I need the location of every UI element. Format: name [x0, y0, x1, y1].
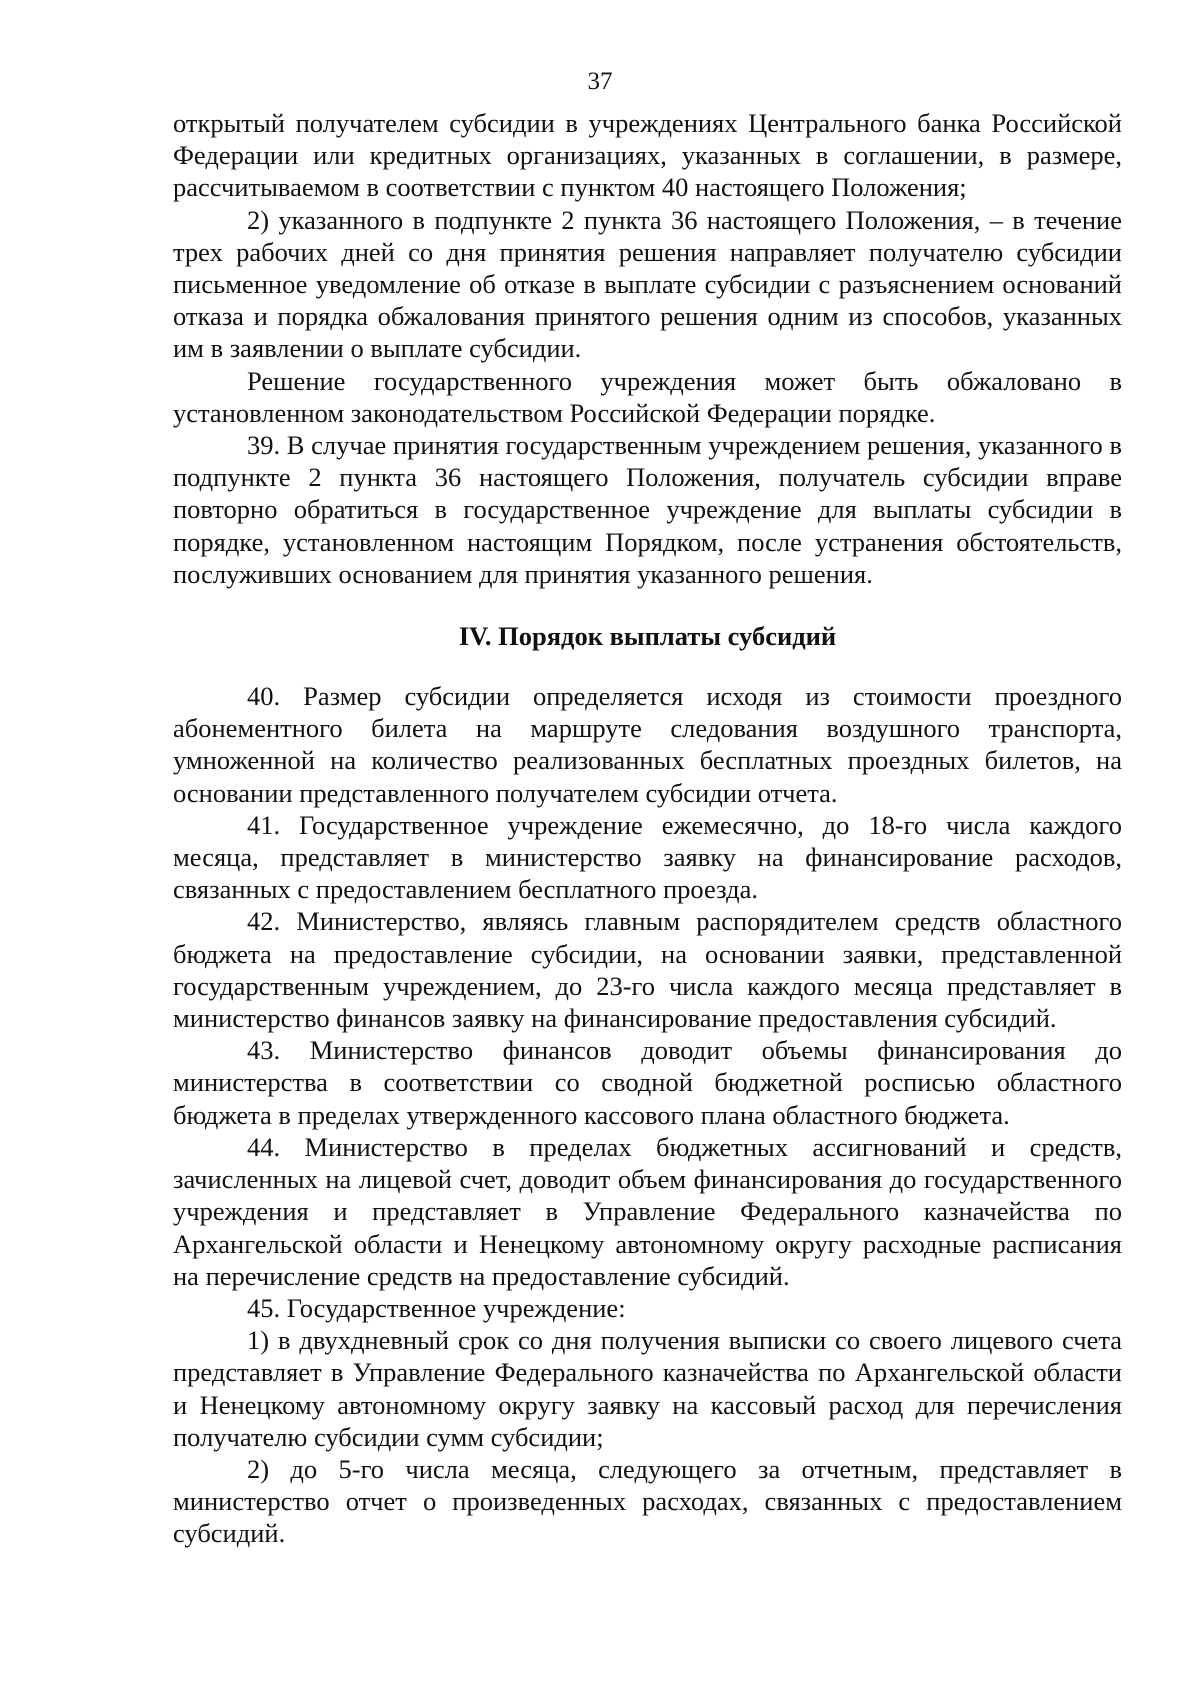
paragraph: Решение государственного учреждения может быть обжаловано в установленном законодательством Российской Федерации порядке. — [173, 365, 1122, 428]
paragraph-44: 44. Министерство в пределах бюджетных ассигнований и средств, зачисленных на лицевой счет, доводит объем финансирования до государственного учреждения и представляет в Управление Федерального казначейства по Архангельской области и Ненецкому автономному округу расходные расписания на перечисление средств на предоставление субсидий. — [173, 1131, 1122, 1291]
document-body — [173, 107, 1122, 1550]
section-heading: IV. Порядок выплаты субсидий — [458, 621, 837, 652]
paragraph-45: 45. Государственное учреждение: — [247, 1292, 626, 1323]
paragraph: 2) указанного в подпункте 2 пункта 36 настоящего Положения, – в течение трех рабочих дней со дня принятия решения направляет получателю субсидии письменное уведомление об отказе в выплате субсидии с разъяснением оснований отказа и порядка обжалования принятого решения одним из способов, указанных им в заявлении о выплате субсидии. — [173, 204, 1122, 364]
paragraph: открытый получателем субсидии в учреждениях Центрального банка Российской Федерации или кредитных организациях, указанных в соглашении, в размере, рассчитываемом в соответствии с пунктом 40 настоящего Положения; — [173, 108, 1122, 203]
page-number: 37 — [587, 68, 613, 95]
paragraph-39: 39. В случае принятия государственным учреждением решения, указанного в подпункте 2 пункта 36 настоящего Положения, получатель субсидии вправе повторно обратиться в государственное учреждение для выплаты субсидии в порядке, установленном настоящим Порядком, после устранения обстоятельств, послуживших основанием для принятия указанного решения. — [173, 430, 1122, 589]
paragraph-42: 42. Министерство, являясь главным распорядителем средств областного бюджета на предоставление субсидии, на основании заявки, представленной государственным учреждением, до 23-го числа каждого месяца представляет в министерство финансов заявку на финансирование предоставления субсидий. — [173, 906, 1122, 1034]
paragraph-45-item-1: 1) в двухдневный срок со дня получения выписки со своего лицевого счета представляет в Управление Федерального казначейства по Архангельской области и Ненецкому автономному округу заявку на кассовый расход для перечисления получателю субсидии сумм субсидии; — [173, 1325, 1122, 1452]
paragraph-41: 41. Государственное учреждение ежемесячно, до 18-го числа каждого месяца, представляет в министерство заявку на финансирование расходов, связанных с предоставлением бесплатного проезда. — [173, 809, 1122, 905]
paragraph-40: 40. Размер субсидии определяется исходя из стоимости проездного абонементного билета на маршруте следования воздушного транспорта, умноженной на количество реализованных бесплатных проездных билетов, на основании представленного получателем субсидии отчета. — [173, 681, 1122, 808]
paragraph-45-item-2: 2) до 5-го числа месяца, следующего за отчетным, представляет в министерство отчет о произведенных расходах, связанных с предоставлением субсидий. — [173, 1453, 1122, 1549]
paragraph-43: 43. Министерство финансов доводит объемы финансирования до министерства в соответствии со сводной бюджетной росписью областного бюджета в пределах утвержденного кассового плана областного бюджета. — [173, 1035, 1122, 1130]
